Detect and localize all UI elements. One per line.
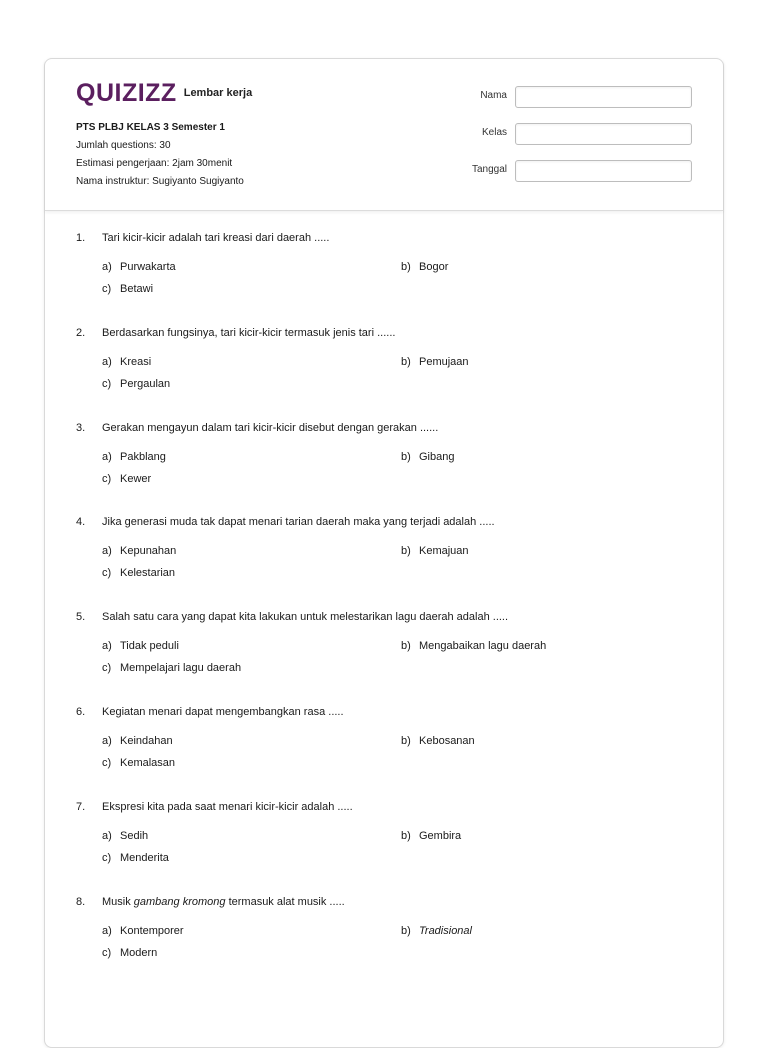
answer-option	[401, 451, 454, 463]
question-item	[76, 706, 696, 801]
option-letter: c)	[102, 662, 112, 675]
option-text: Betawi	[120, 283, 154, 295]
answer-option	[401, 735, 475, 747]
answer-option	[102, 947, 157, 959]
question-number: 1.	[76, 232, 86, 244]
question-text: Kegiatan menari dapat mengembangkan rasa .....	[102, 705, 344, 718]
nama-input[interactable]	[515, 86, 692, 108]
question-item	[76, 611, 696, 706]
answer-option	[102, 925, 184, 937]
option-text: Modern	[120, 946, 158, 959]
field-nama	[462, 86, 692, 108]
question-item	[76, 516, 696, 611]
question-text: Tari kicir-kicir adalah tari kreasi dari daerah .....	[102, 232, 330, 244]
option-letter: b)	[401, 640, 411, 653]
question-item	[76, 422, 696, 517]
option-text: Kemajuan	[419, 545, 469, 558]
worksheet-subtitle: Lembar kerja	[183, 87, 253, 99]
option-letter: c)	[102, 756, 112, 769]
question-list	[76, 232, 696, 990]
option-letter: c)	[102, 946, 112, 959]
time-estimate: Estimasi pengerjaan: 2jam 30menit	[76, 158, 233, 169]
question-number: 7.	[76, 800, 86, 813]
questions-count: Jumlah questions: 30	[76, 140, 171, 151]
option-letter: a)	[102, 924, 112, 937]
question-item	[76, 896, 696, 991]
option-text: Mengabaikan lagu daerah	[419, 640, 547, 653]
quizizz-logo: QUIZIZZ	[76, 79, 177, 107]
answer-option	[102, 830, 148, 842]
option-text: Mempelajari lagu daerah	[120, 662, 242, 675]
option-letter: c)	[102, 283, 112, 295]
kelas-input[interactable]	[515, 123, 692, 145]
option-text: Sedih	[120, 829, 149, 842]
question-number: 5.	[76, 611, 86, 624]
option-text: Kreasi	[120, 355, 152, 368]
answer-option	[102, 473, 151, 485]
option-text: Menderita	[120, 851, 169, 864]
field-label: Tanggal	[471, 164, 507, 175]
option-text: Kepunahan	[120, 545, 177, 558]
option-letter: c)	[102, 567, 112, 580]
option-letter: b)	[401, 261, 411, 273]
answer-option	[401, 830, 461, 842]
option-letter: a)	[102, 450, 112, 463]
option-text: Kebosanan	[419, 734, 475, 747]
option-letter: c)	[102, 851, 112, 864]
question-item	[76, 327, 696, 422]
question-number: 4.	[76, 516, 86, 529]
answer-option	[102, 662, 241, 674]
option-letter: b)	[401, 450, 411, 463]
option-letter: b)	[401, 355, 411, 368]
question-text-part: gambang kromong	[133, 895, 226, 908]
question-text-part: Musik	[102, 895, 134, 908]
field-tanggal	[462, 160, 692, 182]
question-number: 3.	[76, 421, 86, 434]
option-letter: c)	[102, 377, 112, 390]
option-letter: a)	[102, 734, 112, 747]
answer-option	[401, 545, 469, 557]
option-text: Kemalasan	[120, 756, 176, 769]
question-text-part: termasuk alat musik .....	[225, 895, 345, 908]
answer-option	[102, 852, 169, 864]
option-text: Tradisional	[419, 924, 472, 937]
question-text: Berdasarkan fungsinya, tari kicir-kicir termasuk jenis tari ......	[102, 326, 396, 339]
answer-option	[102, 567, 175, 579]
option-text: Keindahan	[120, 734, 173, 747]
worksheet-meta	[76, 119, 244, 191]
answer-option	[102, 545, 176, 557]
answer-option	[102, 356, 151, 368]
option-letter: b)	[401, 829, 411, 842]
answer-option	[401, 261, 448, 273]
question-item	[76, 801, 696, 896]
answer-option	[102, 451, 166, 463]
answer-option	[102, 283, 153, 295]
option-letter: a)	[102, 261, 112, 273]
worksheet	[44, 58, 724, 1048]
tanggal-input[interactable]	[515, 160, 692, 182]
field-kelas	[462, 123, 692, 145]
brand	[76, 81, 252, 105]
question-number: 2.	[76, 326, 86, 339]
instructor-name: Nama instruktur: Sugiyanto Sugiyanto	[76, 176, 244, 187]
option-text: Kewer	[120, 472, 152, 485]
option-text: Pakblang	[120, 450, 166, 463]
option-text: Kontemporer	[120, 924, 184, 937]
answer-option	[102, 378, 170, 390]
option-text: Gembira	[419, 829, 462, 842]
field-label: Kelas	[481, 127, 507, 138]
student-fields	[462, 86, 692, 197]
option-letter: a)	[102, 640, 112, 653]
option-letter: a)	[102, 355, 112, 368]
option-letter: a)	[102, 545, 112, 558]
option-text: Purwakarta	[120, 261, 176, 273]
question-text: Ekspresi kita pada saat menari kicir-kicir adalah .....	[102, 800, 353, 813]
option-text: Bogor	[419, 261, 449, 273]
question-text	[102, 896, 345, 908]
question-text: Gerakan mengayun dalam tari kicir-kicir disebut dengan gerakan ......	[102, 421, 439, 434]
option-text: Pemujaan	[419, 355, 469, 368]
worksheet-header	[45, 59, 723, 211]
option-letter: b)	[401, 545, 411, 558]
option-text: Tidak peduli	[120, 640, 179, 653]
option-letter: c)	[102, 472, 112, 485]
option-text: Pergaulan	[120, 377, 171, 390]
question-text: Salah satu cara yang dapat kita lakukan untuk melestarikan lagu daerah adalah .....	[102, 611, 509, 624]
question-text: Jika generasi muda tak dapat menari tarian daerah maka yang terjadi adalah .....	[102, 516, 495, 529]
option-text: Gibang	[419, 450, 455, 463]
question-number: 8.	[76, 895, 86, 908]
answer-option	[401, 356, 469, 368]
option-letter: b)	[401, 734, 411, 747]
answer-option	[401, 640, 546, 652]
answer-option	[102, 757, 175, 769]
answer-option	[102, 640, 179, 652]
field-label: Nama	[480, 90, 507, 101]
option-letter: b)	[401, 924, 411, 937]
answer-option	[102, 735, 173, 747]
option-text: Kelestarian	[120, 567, 176, 580]
option-letter: a)	[102, 829, 112, 842]
question-item	[76, 232, 696, 327]
worksheet-title: PTS PLBJ KELAS 3 Semester 1	[76, 122, 225, 133]
question-number: 6.	[76, 705, 86, 718]
answer-option	[401, 925, 472, 937]
answer-option	[102, 261, 176, 273]
